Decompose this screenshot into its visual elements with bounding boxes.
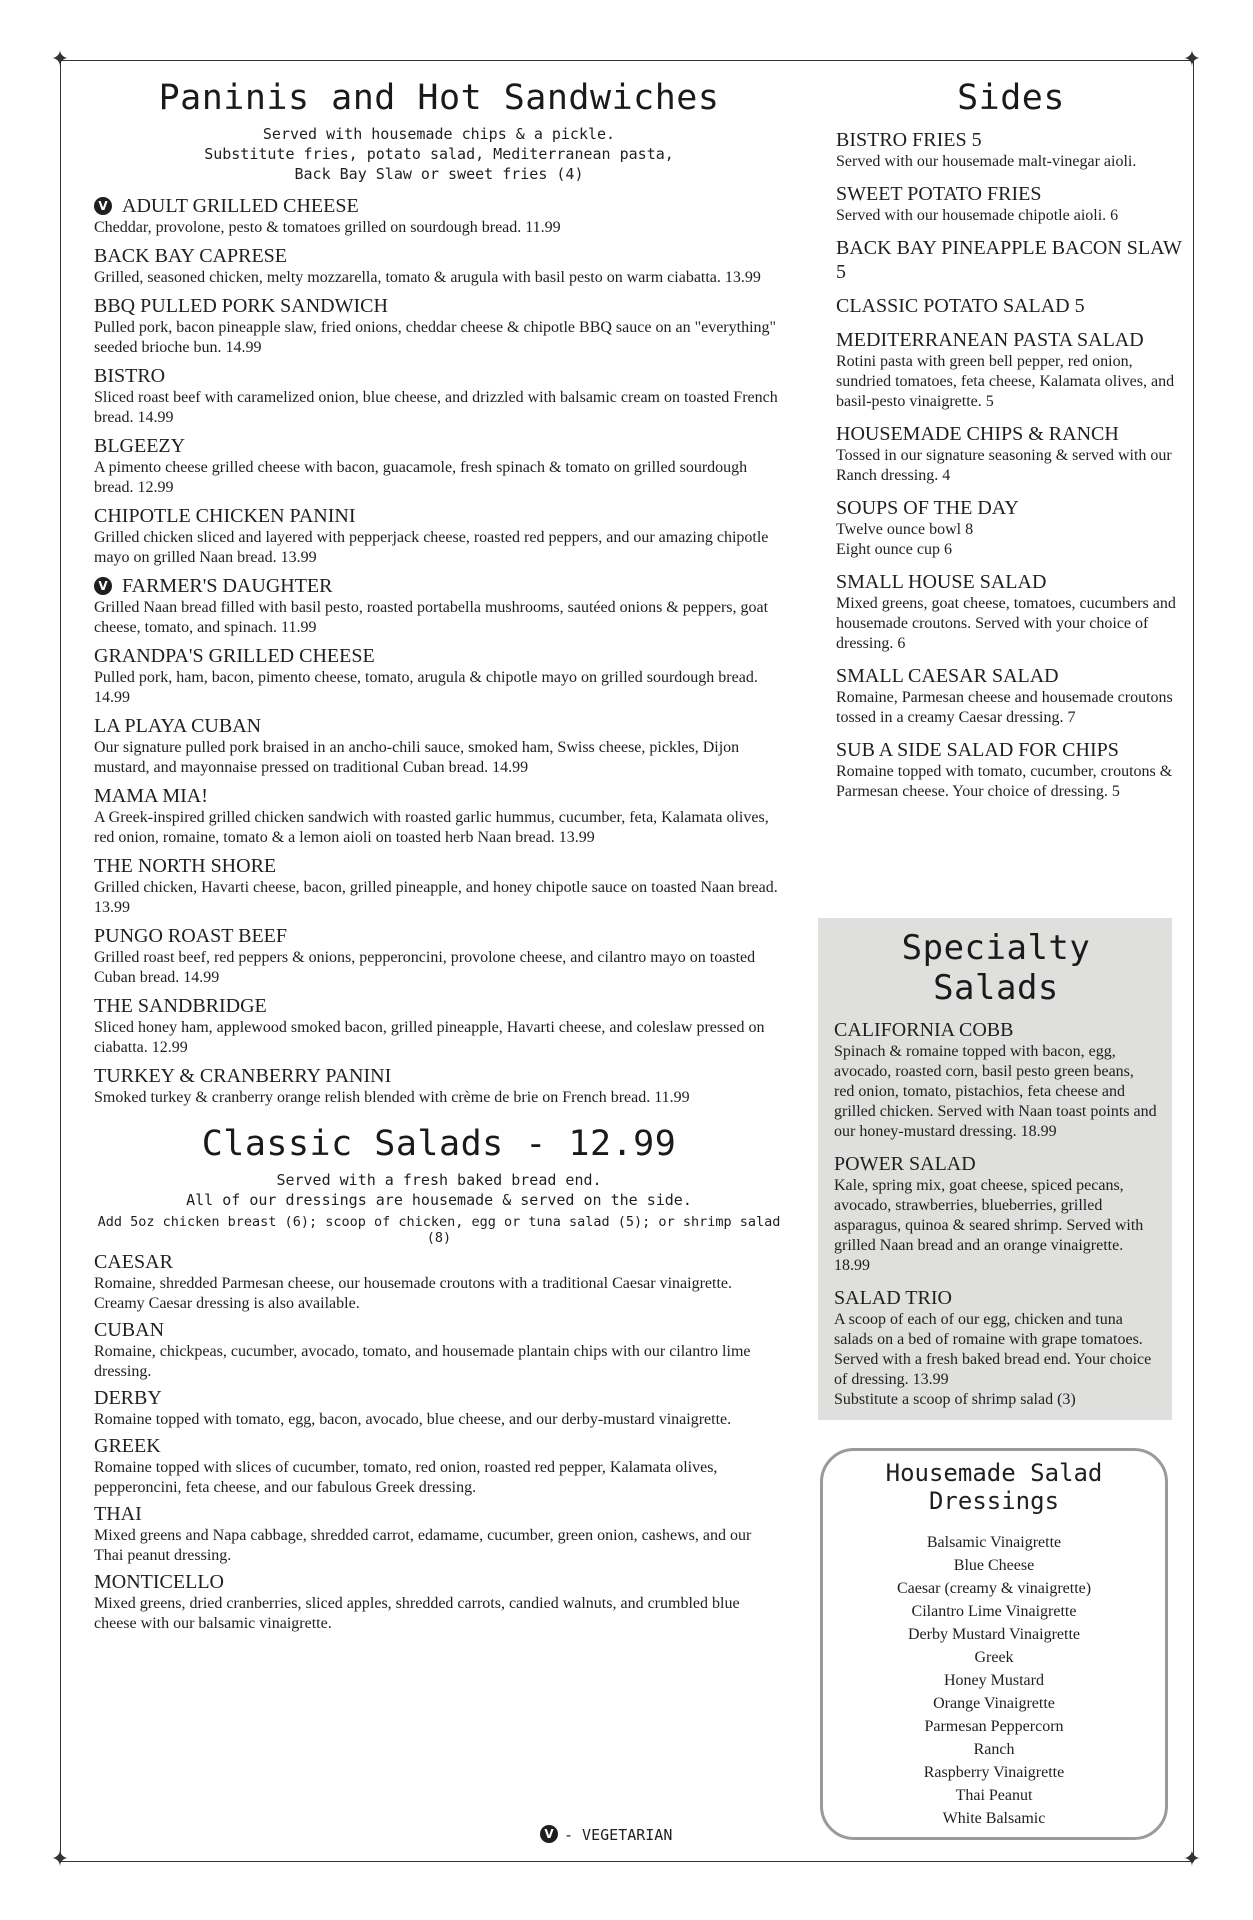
menu-item [94, 924, 784, 988]
menu-item [834, 1018, 1158, 1142]
specialty-salads-box [818, 918, 1172, 1420]
menu-item-title: SMALL CAESAR SALAD [836, 665, 1059, 687]
menu-item-title: THE NORTH SHORE [94, 855, 277, 877]
menu-item-description: Served with our housemade chipotle aioli. 6 [836, 207, 1119, 224]
menu-item-name [94, 1250, 784, 1274]
menu-item-title: CHIPOTLE CHICKEN PANINI [94, 505, 356, 527]
menu-item [94, 714, 784, 778]
menu-item-description: A Greek-inspired grilled chicken sandwich with roasted garlic hummus, cucumber, feta, Kalamata olives, red onion, romaine, tomato & a lemon aioli on toasted herb Naan bread. 13.99 [94, 809, 769, 846]
menu-item-description: Our signature pulled pork braised in an ancho-chili sauce, smoked ham, Swiss cheese, pickles, Dijon mustard, and mayonnaise pressed on traditional Cuban bread. 14.99 [94, 739, 740, 776]
menu-item [836, 328, 1186, 412]
menu-item-name [834, 1152, 1158, 1176]
classic-salads-list [94, 1250, 784, 1634]
menu-item-description: Romaine topped with tomato, egg, bacon, avocado, blue cheese, and our derby-mustard vinaigrette. [94, 1411, 732, 1428]
menu-item-name [94, 434, 784, 458]
menu-item-description: Romaine, Parmesan cheese and housemade croutons tossed in a creamy Caesar dressing. 7 [836, 689, 1173, 726]
menu-item [836, 294, 1186, 318]
menu-item [94, 1434, 784, 1498]
menu-item [94, 574, 784, 638]
menu-item [836, 496, 1186, 560]
vegetarian-icon: V [540, 1825, 558, 1843]
menu-item-name [94, 1570, 784, 1594]
menu-item [94, 364, 784, 428]
menu-item [834, 1152, 1158, 1276]
salads-note-1: Served with a fresh baked bread end. [276, 1171, 602, 1189]
sides-list [836, 128, 1186, 802]
paninis-note-1: Served with housemade chips & a pickle. [262, 125, 616, 143]
specialty-salads-title: Specialty Salads [901, 928, 1091, 1008]
menu-item-name [834, 1018, 1158, 1042]
menu-item-name [94, 1064, 784, 1088]
salads-note-2: All of our dressings are housemade & served on the side. [186, 1191, 692, 1209]
dressing-item: Orange Vinaigrette [933, 1695, 1055, 1712]
menu-item-title: DERBY [94, 1387, 162, 1409]
menu-item-name [94, 714, 784, 738]
dressings-title [823, 1459, 1165, 1515]
menu-item-description: Sliced honey ham, applewood smoked bacon, grilled pineapple, Havarti cheese, and coleslaw pressed on ciabatta. 12.99 [94, 1019, 765, 1056]
menu-item-name [834, 1286, 1158, 1310]
menu-item-name [836, 294, 1186, 318]
menu-item-description: Mixed greens and Napa cabbage, shredded carrot, edamame, cucumber, green onion, cashews, and our Thai peanut dressing. [94, 1527, 752, 1564]
menu-item [836, 236, 1186, 284]
menu-item-name [836, 422, 1186, 446]
menu-item-name [94, 574, 784, 598]
menu-item-description: Rotini pasta with green bell pepper, red onion, sundried tomatoes, feta cheese, Kalamata olives, and basil-pesto vinaigrette. 5 [836, 353, 1175, 410]
menu-item-name [836, 128, 1186, 152]
menu-item-name [94, 854, 784, 878]
menu-item-description: Grilled Naan bread filled with basil pesto, roasted portabella mushrooms, sautéed onions & peppers, goat cheese, tomato, and spinach. 11.99 [94, 599, 769, 636]
vegetarian-icon: V [94, 197, 112, 215]
menu-item [836, 664, 1186, 728]
vegetarian-legend [540, 1825, 672, 1844]
menu-item-description: Grilled, seasoned chicken, melty mozzarella, tomato & arugula with basil pesto on warm ciabatta. 13.99 [94, 269, 761, 286]
menu-item-title: SWEET POTATO FRIES [836, 183, 1042, 205]
menu-item-title: BACK BAY CAPRESE [94, 245, 288, 267]
menu-item-name [836, 328, 1186, 352]
menu-item-description: Spinach & romaine topped with bacon, egg, avocado, roasted corn, basil pesto green beans, red onion, tomato, pistachios, feta cheese and grilled chicken. Served with Naan toast points and our honey-mustard dressing. 18.99 [834, 1043, 1157, 1140]
menu-item [94, 1064, 784, 1108]
menu-item-description: Romaine, chickpeas, cucumber, avocado, tomato, and housemade plantain chips with our cilantro lime dressing. [94, 1343, 751, 1380]
paninis-note-2: Substitute fries, potato salad, Mediterranean pasta, [204, 145, 674, 163]
menu-item-name [94, 1502, 784, 1526]
menu-item-title: BLGEEZY [94, 435, 186, 457]
menu-item [836, 128, 1186, 172]
menu-item-description: A scoop of each of our egg, chicken and tuna salads on a bed of romaine with grape tomatoes. Served with a fresh baked bread end. Your choice of dressing. 13.99 Substitute a scoop of shrimp salad (3) [834, 1311, 1152, 1408]
dressing-item: Parmesan Peppercorn [924, 1718, 1064, 1735]
menu-item-description: Smoked turkey & cranberry orange relish blended with crème de brie on French bread. 11.99 [94, 1089, 690, 1106]
menu-item-name [94, 1318, 784, 1342]
menu-item-title: MONTICELLO [94, 1571, 224, 1593]
specialty-salads-list [834, 1018, 1158, 1410]
menu-item-description: Cheddar, provolone, pesto & tomatoes grilled on sourdough bread. 11.99 [94, 219, 561, 236]
menu-item [94, 854, 784, 918]
menu-item-name [836, 738, 1186, 762]
sides-title: Sides [957, 78, 1065, 118]
menu-item-title: TURKEY & CRANBERRY PANINI [94, 1065, 392, 1087]
menu-item-title: POWER SALAD [834, 1153, 976, 1175]
menu-item-title: THE SANDBRIDGE [94, 995, 267, 1017]
menu-item [836, 182, 1186, 226]
menu-item-description: Grilled chicken sliced and layered with pepperjack cheese, roasted red peppers, and our amazing chipotle mayo on grilled Naan bread. 13.99 [94, 529, 769, 566]
menu-item-title: GRANDPA'S GRILLED CHEESE [94, 645, 375, 667]
menu-item-name [836, 236, 1186, 284]
corner-ornament-icon: ✦ [50, 47, 70, 72]
menu-item-name [94, 784, 784, 808]
menu-item-name [836, 664, 1186, 688]
menu-item [94, 194, 784, 238]
menu-item [94, 1250, 784, 1314]
menu-item-title: CAESAR [94, 1251, 173, 1273]
menu-item-description: Romaine topped with slices of cucumber, tomato, red onion, roasted red pepper, Kalamata olives, pepperoncini, feta cheese, and our fabulous Greek dressing. [94, 1459, 718, 1496]
menu-item [94, 1318, 784, 1382]
menu-item-title: MEDITERRANEAN PASTA SALAD [836, 329, 1144, 351]
menu-item-title: CALIFORNIA COBB [834, 1019, 1014, 1041]
menu-item [94, 1502, 784, 1566]
menu-item-description: Grilled roast beef, red peppers & onions, pepperoncini, provolone cheese, and cilantro mayo on toasted Cuban bread. 14.99 [94, 949, 756, 986]
legend-label: - VEGETARIAN [564, 1826, 673, 1844]
dressing-item: White Balsamic [942, 1810, 1046, 1827]
menu-item [836, 738, 1186, 802]
menu-item-description: Romaine topped with tomato, cucumber, croutons & Parmesan cheese. Your choice of dressing. 5 [836, 763, 1173, 800]
menu-item [94, 1386, 784, 1430]
left-column [94, 72, 784, 1634]
right-column [836, 72, 1186, 802]
menu-item-description: Grilled chicken, Havarti cheese, bacon, grilled pineapple, and honey chipotle sauce on toasted Naan bread. 13.99 [94, 879, 778, 916]
dressing-item: Greek [974, 1649, 1014, 1666]
menu-item-description: Pulled pork, ham, bacon, pimento cheese, tomato, arugula & chipotle mayo on grilled sourdough bread. 14.99 [94, 669, 758, 706]
menu-item [94, 784, 784, 848]
menu-item [94, 1570, 784, 1634]
dressing-item: Derby Mustard Vinaigrette [907, 1626, 1081, 1643]
menu-item-title: PUNGO ROAST BEEF [94, 925, 287, 947]
menu-item-description: Twelve ounce bowl 8 Eight ounce cup 6 [836, 521, 974, 558]
dressings-box [820, 1448, 1168, 1840]
menu-item [836, 570, 1186, 654]
salads-addon-note: Add 5oz chicken breast (6); scoop of chicken, egg or tuna salad (5); or shrimp salad (8) [97, 1214, 781, 1246]
menu-item-name [94, 364, 784, 388]
menu-item-title: BISTRO FRIES 5 [836, 129, 982, 151]
menu-item-name [94, 504, 784, 528]
dressing-item: Balsamic Vinaigrette [926, 1534, 1062, 1551]
menu-item [836, 422, 1186, 486]
menu-item [834, 1286, 1158, 1410]
menu-item-title: FARMER'S DAUGHTER [122, 575, 333, 597]
menu-item-title: SUB A SIDE SALAD FOR CHIPS [836, 739, 1119, 761]
menu-item [94, 294, 784, 358]
menu-item-name [94, 294, 784, 318]
menu-item-name [94, 644, 784, 668]
menu-item-name [94, 1434, 784, 1458]
corner-ornament-icon: ✦ [1182, 47, 1202, 72]
menu-item-name [94, 194, 784, 218]
menu-item-name [94, 1386, 784, 1410]
menu-item-name [836, 496, 1186, 520]
menu-item-title: BACK BAY PINEAPPLE BACON SLAW 5 [836, 237, 1182, 283]
menu-item-title: BBQ PULLED PORK SANDWICH [94, 295, 388, 317]
menu-item-description: Served with our housemade malt-vinegar aioli. [836, 153, 1137, 170]
paninis-title: Paninis and Hot Sandwiches [158, 78, 720, 118]
paninis-list [94, 194, 784, 1108]
menu-item-title: THAI [94, 1503, 142, 1525]
dressing-item: Cilantro Lime Vinaigrette [911, 1603, 1077, 1620]
menu-item-title: HOUSEMADE CHIPS & RANCH [836, 423, 1119, 445]
menu-item [94, 244, 784, 288]
dressing-item: Caesar (creamy & vinaigrette) [896, 1580, 1092, 1597]
menu-item-name [94, 244, 784, 268]
corner-ornament-icon: ✦ [1182, 1847, 1202, 1872]
menu-item-description: Romaine, shredded Parmesan cheese, our housemade croutons with a traditional Caesar vinaigrette. Creamy Caesar dressing is also available. [94, 1275, 733, 1312]
dressing-item: Ranch [973, 1741, 1015, 1758]
menu-item-description: Tossed in our signature seasoning & served with our Ranch dressing. 4 [836, 447, 1172, 484]
menu-item [94, 994, 784, 1058]
menu-item [94, 504, 784, 568]
menu-item-title: CUBAN [94, 1319, 165, 1341]
corner-ornament-icon: ✦ [50, 1847, 70, 1872]
classic-salads-title: Classic Salads - 12.99 [201, 1124, 677, 1164]
menu-item-title: SALAD TRIO [834, 1287, 952, 1309]
menu-item-title: LA PLAYA CUBAN [94, 715, 262, 737]
menu-item-title: GREEK [94, 1435, 161, 1457]
menu-item-description: Mixed greens, goat cheese, tomatoes, cucumbers and housemade croutons. Served with your choice of dressing. 6 [836, 595, 1176, 652]
dressings-title-line-2: Dressings [928, 1487, 1060, 1515]
menu-item-description: A pimento cheese grilled cheese with bacon, guacamole, fresh spinach & tomato on grilled sourdough bread. 12.99 [94, 459, 748, 496]
dressing-item: Blue Cheese [953, 1557, 1035, 1574]
dressing-item: Thai Peanut [955, 1787, 1033, 1804]
menu-item-title: ADULT GRILLED CHEESE [122, 195, 359, 217]
vegetarian-icon: V [94, 577, 112, 595]
menu-item-title: CLASSIC POTATO SALAD 5 [836, 295, 1085, 317]
menu-item-title: BISTRO [94, 365, 166, 387]
paninis-note-3: Back Bay Slaw or sweet fries (4) [294, 165, 584, 183]
menu-item-description: Mixed greens, dried cranberries, sliced apples, shredded carrots, candied walnuts, and crumbled blue cheese with our balsamic vinaigrette. [94, 1595, 740, 1632]
menu-item-name [94, 994, 784, 1018]
menu-item-title: MAMA MIA! [94, 785, 208, 807]
menu-item-name [94, 924, 784, 948]
dressings-title-line-1: Housemade Salad [885, 1459, 1103, 1487]
menu-item-description: Pulled pork, bacon pineapple slaw, fried onions, cheddar cheese & chipotle BBQ sauce on an "everything" seeded brioche bun. 14.99 [94, 319, 777, 356]
menu-item [94, 644, 784, 708]
dressing-item: Honey Mustard [944, 1672, 1044, 1689]
menu-item [94, 434, 784, 498]
menu-item-description: Sliced roast beef with caramelized onion, blue cheese, and drizzled with balsamic cream on toasted French bread. 14.99 [94, 389, 778, 426]
menu-item-description: Kale, spring mix, goat cheese, spiced pecans, avocado, strawberries, blueberries, grilled asparagus, quinoa & seared shrimp. Served with grilled Naan bread and an orange vinaigrette. 18.99 [834, 1177, 1144, 1274]
menu-item-title: SMALL HOUSE SALAD [836, 571, 1047, 593]
menu-item-name [836, 570, 1186, 594]
dressings-list [823, 1531, 1165, 1830]
menu-item-title: SOUPS OF THE DAY [836, 497, 1019, 519]
dressing-item: Raspberry Vinaigrette [923, 1764, 1065, 1781]
menu-item-name [836, 182, 1186, 206]
